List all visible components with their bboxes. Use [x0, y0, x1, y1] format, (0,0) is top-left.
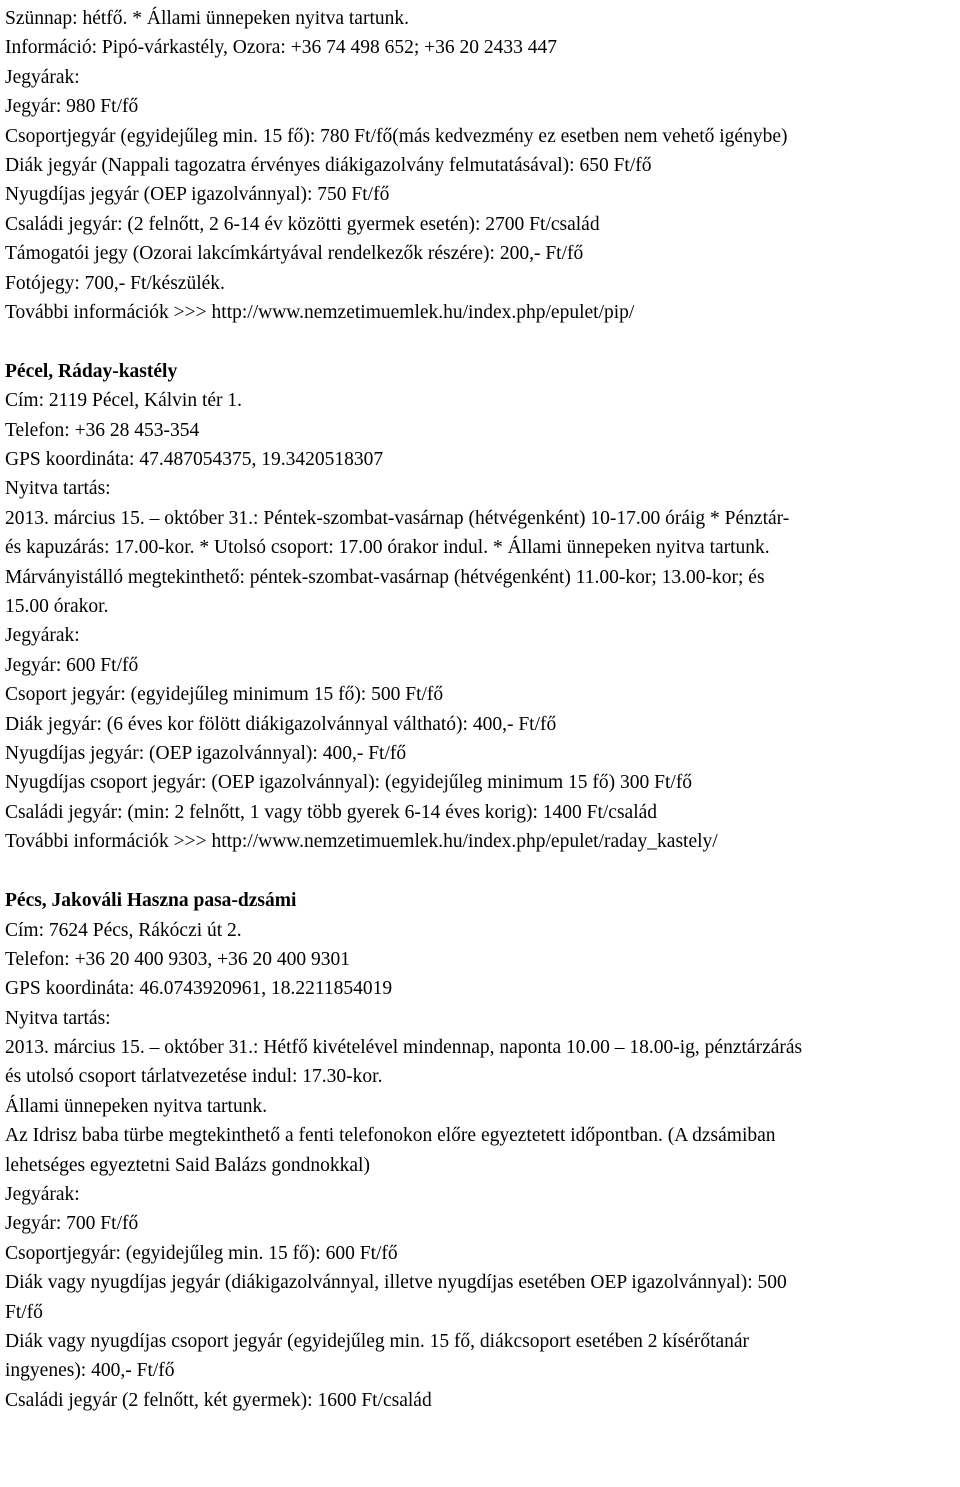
phone-line: Telefon: +36 28 453-354 [5, 419, 200, 441]
gps-line: GPS koordináta: 47.487054375, 19.3420518307 [5, 449, 384, 471]
opening-hours-heading: Nyitva tartás: [5, 478, 111, 500]
price-line: Csoportjegyár (egyidejűleg min. 15 fő): 780 Ft/fő(más kedvezmény ez esetben nem vehető igénybe) [5, 125, 788, 147]
opening-hours-heading: Nyitva tartás: [5, 1007, 111, 1029]
price-line: Nyugdíjas jegyár (OEP igazolvánnyal): 750 Ft/fő [5, 184, 390, 206]
address-line: Cím: 2119 Pécel, Kálvin tér 1. [5, 390, 243, 412]
section-spacer [5, 857, 960, 887]
price-line: Támogatói jegy (Ozorai lakcímkártyával rendelkezők részére): 200,- Ft/fő [5, 243, 584, 265]
opening-hours-line: Állami ünnepeken nyitva tartunk. [5, 1095, 268, 1117]
prices-heading: Jegyárak: [5, 66, 80, 88]
notice-line: lehetséges egyeztetni Said Balázs gondnokkal) [5, 1154, 370, 1176]
information-line: Információ: Pipó-várkastély, Ozora: +36 74 498 652; +36 20 2433 447 [5, 37, 558, 59]
section-pecel [5, 357, 960, 857]
opening-hours-line: 2013. március 15. – október 31.: Péntek-szombat-vasárnap (hétvégenként) 10-17.00 óráig * Pénztár- [5, 507, 790, 529]
closing-day-line: Szünnap: hétfő. * Állami ünnepeken nyitva tartunk. [5, 8, 409, 29]
section-pecs [5, 886, 960, 1415]
phone-line: Telefon: +36 20 400 9303, +36 20 400 9301 [5, 948, 351, 970]
prices-heading: Jegyárak: [5, 625, 80, 647]
prices-heading: Jegyárak: [5, 1184, 80, 1206]
opening-hours-line: és utolsó csoport tárlatvezetése indul: 17.30-kor. [5, 1066, 383, 1088]
gps-line: GPS koordináta: 46.0743920961, 18.2211854019 [5, 978, 393, 1000]
section-title: Pécs, Jakováli Haszna pasa-dzsámi [5, 890, 297, 912]
opening-hours-line: Márványistálló megtekinthető: péntek-szombat-vasárnap (hétvégenként) 11.00-kor; 13.00-kor; és [5, 566, 765, 588]
section-ozora-continued [5, 4, 960, 327]
opening-hours-line: 15.00 órakor. [5, 596, 109, 618]
section-title: Pécel, Ráday-kastély [5, 360, 178, 382]
price-line: Fotójegy: 700,- Ft/készülék. [5, 272, 225, 294]
price-line: Jegyár: 600 Ft/fő [5, 654, 139, 676]
more-info-link-line: További információk >>> http://www.nemzetimuemlek.hu/index.php/epulet/raday_kastely/ [5, 831, 718, 853]
price-line: Családi jegyár (2 felnőtt, két gyermek): 1600 Ft/család [5, 1389, 432, 1411]
notice-line: Az Idrisz baba türbe megtekinthető a fenti telefonokon előre egyeztetett időpontban. (A dzsámiban [5, 1125, 776, 1147]
price-line: Családi jegyár: (2 felnőtt, 2 6-14 év közötti gyermek esetén): 2700 Ft/család [5, 213, 600, 235]
opening-hours-line: 2013. március 15. – október 31.: Hétfő kivételével mindennap, naponta 10.00 – 18.00-ig, pénztárzárás [5, 1037, 803, 1059]
price-line: Diák vagy nyugdíjas csoport jegyár (egyidejűleg min. 15 fő, diákcsoport esetében 2 kísérőtanár [5, 1330, 750, 1352]
more-info-link-line: További információk >>> http://www.nemzetimuemlek.hu/index.php/epulet/pip/ [5, 301, 635, 323]
price-line: Nyugdíjas csoport jegyár: (OEP igazolvánnyal): (egyidejűleg minimum 15 fő) 300 Ft/fő [5, 772, 693, 794]
price-line: Ft/fő [5, 1301, 43, 1323]
opening-hours-line: és kapuzárás: 17.00-kor. * Utolsó csoport: 17.00 órakor indul. * Állami ünnepeken nyitva tartunk. [5, 537, 770, 559]
section-spacer [5, 327, 960, 357]
price-line: Családi jegyár: (min: 2 felnőtt, 1 vagy több gyerek 6-14 éves korig): 1400 Ft/család [5, 801, 658, 823]
price-line: Diák jegyár: (6 éves kor fölött diákigazolvánnyal váltható): 400,- Ft/fő [5, 713, 557, 735]
price-line: Diák jegyár (Nappali tagozatra érvényes diákigazolvány felmutatásával): 650 Ft/fő [5, 154, 652, 176]
price-line: Diák vagy nyugdíjas jegyár (diákigazolvánnyal, illetve nyugdíjas esetében OEP igazolvánnyal): 500 [5, 1272, 787, 1294]
price-line: Jegyár: 700 Ft/fő [5, 1213, 139, 1235]
price-line: Csoportjegyár: (egyidejűleg min. 15 fő): 600 Ft/fő [5, 1242, 398, 1264]
price-line: ingyenes): 400,- Ft/fő [5, 1360, 175, 1382]
price-line: Nyugdíjas jegyár: (OEP igazolvánnyal): 400,- Ft/fő [5, 742, 407, 764]
price-line: Csoport jegyár: (egyidejűleg minimum 15 fő): 500 Ft/fő [5, 684, 444, 706]
address-line: Cím: 7624 Pécs, Rákóczi út 2. [5, 919, 242, 941]
price-line: Jegyár: 980 Ft/fő [5, 96, 139, 118]
document-page [5, 4, 960, 1415]
